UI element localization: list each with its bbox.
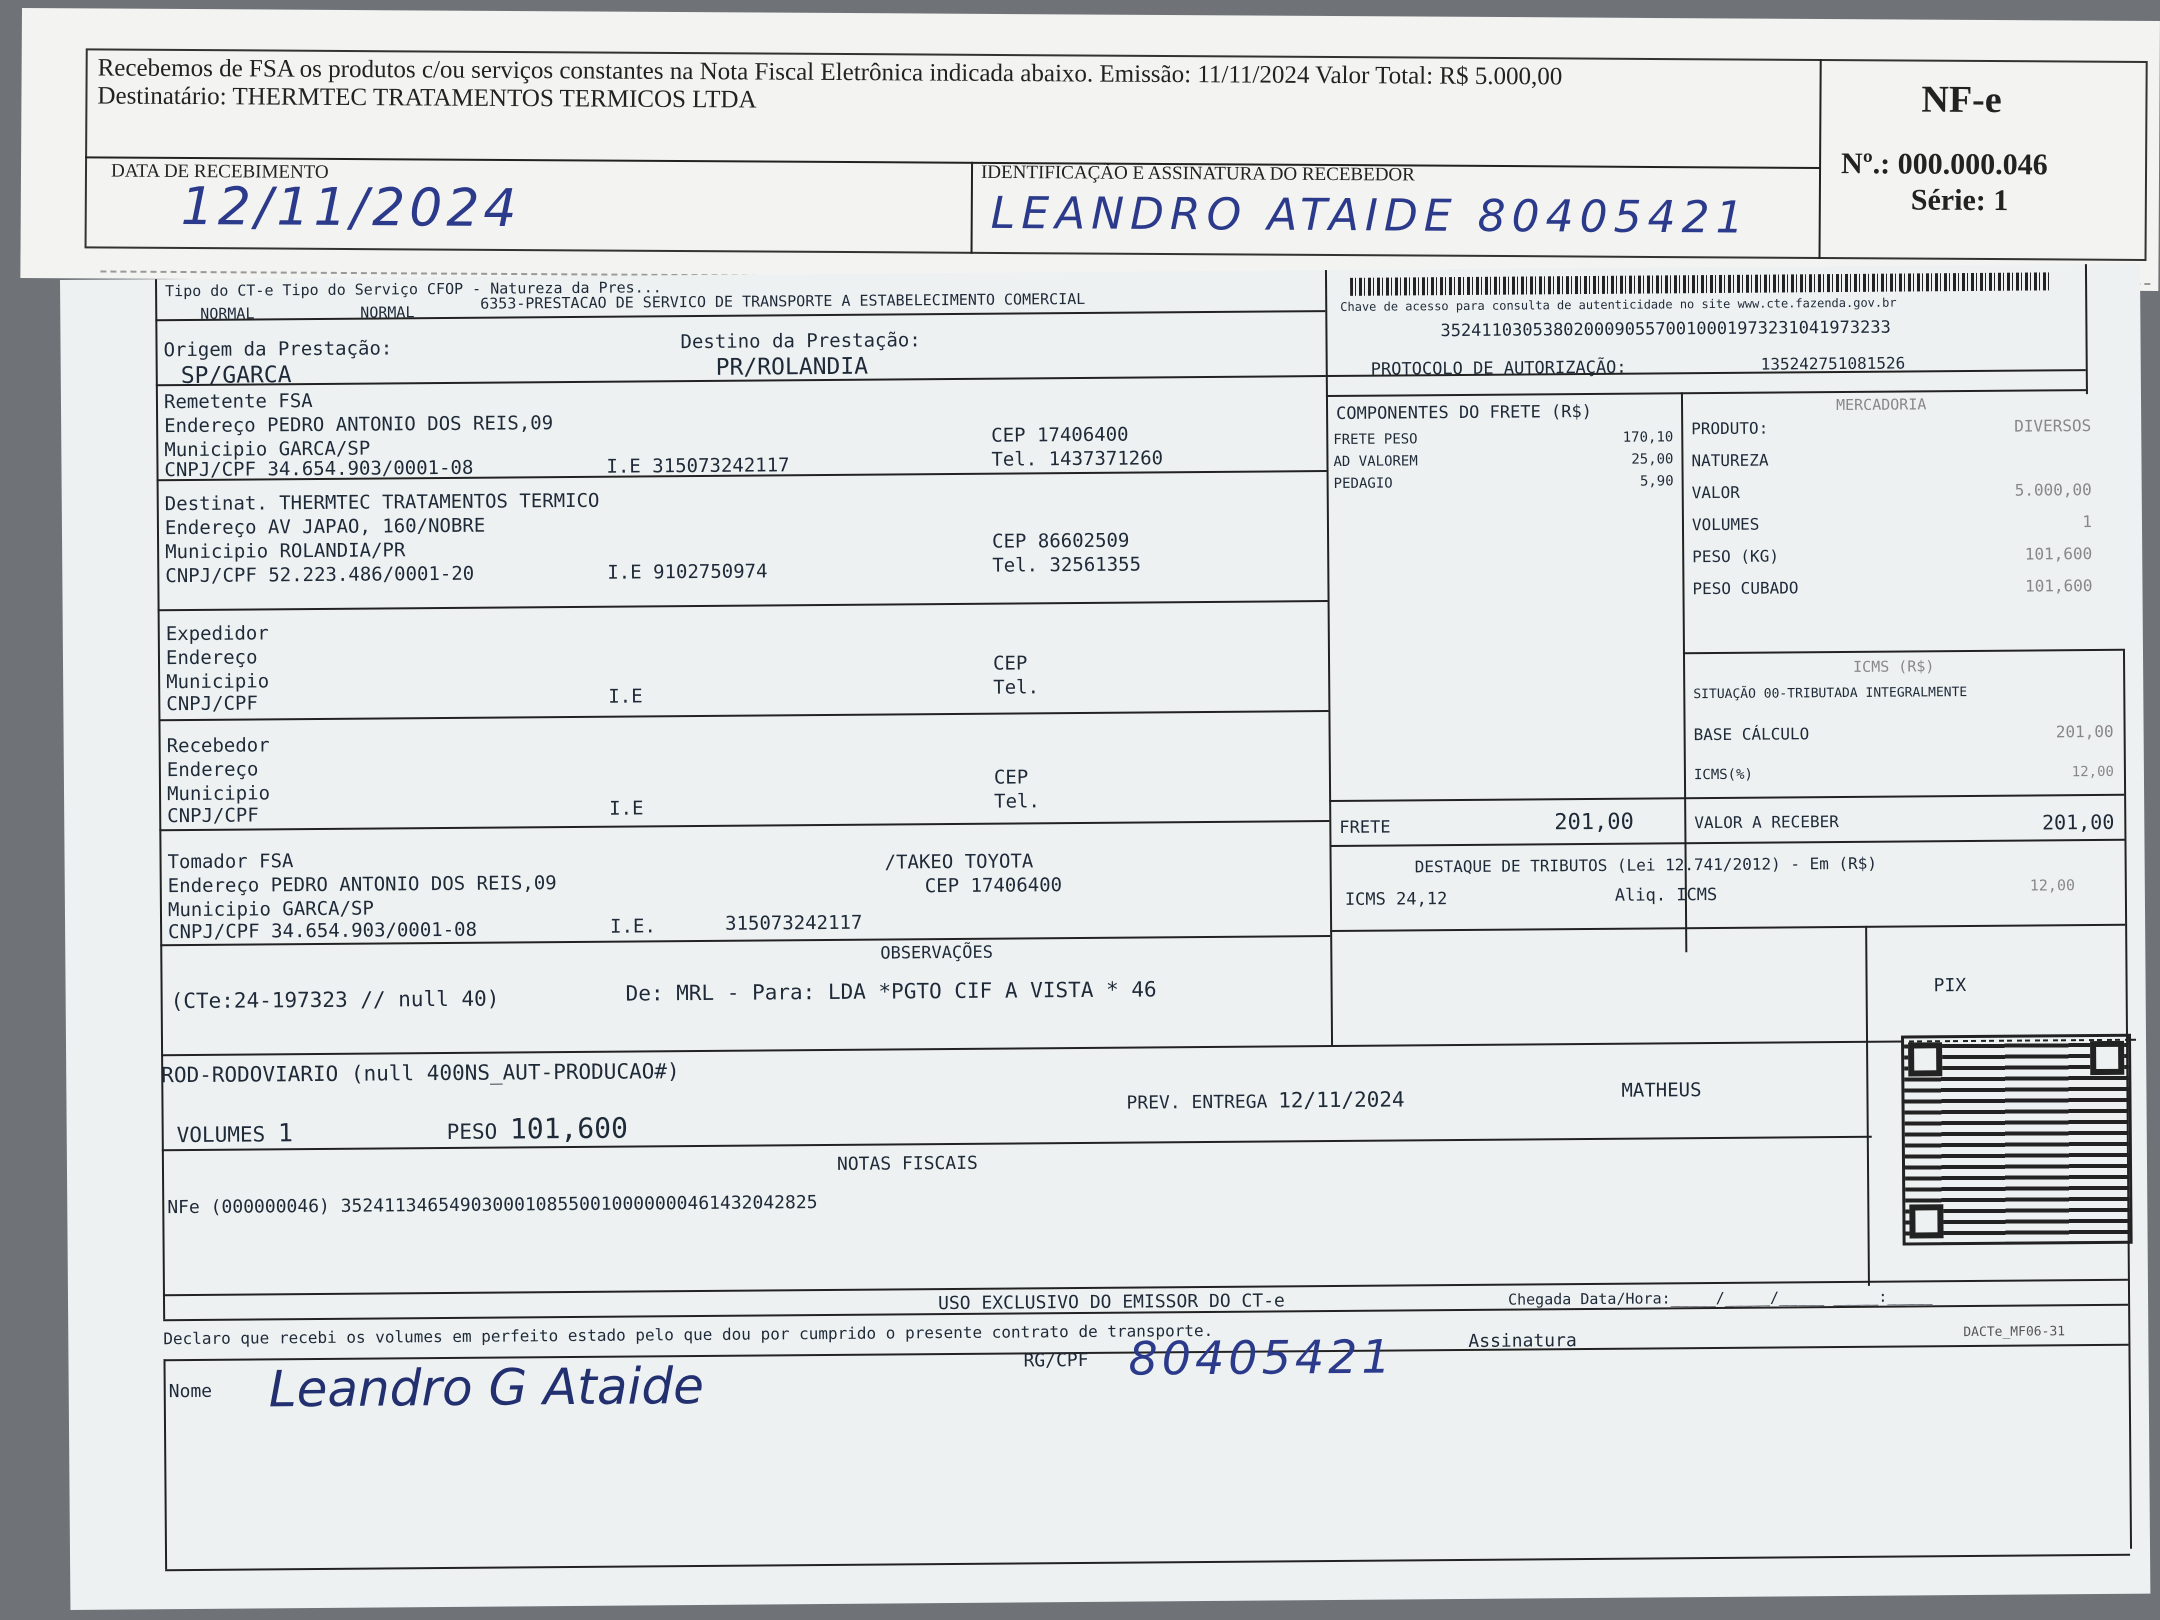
frete-total-label: FRETE (1339, 817, 1391, 838)
chave-value: 35241103053802000905570010001973231041973233 (1440, 317, 1891, 342)
tipo-cte: NORMAL (200, 304, 255, 323)
destinatario-cep: CEP 86602509 (991, 529, 1130, 553)
stub-date-value: 12/11/2024 (180, 176, 521, 240)
expedidor-tel: Tel. (993, 676, 1040, 699)
mercadoria-row: VOLUMES 1 (1691, 512, 2093, 535)
tomador-ie: I.E. (610, 915, 656, 938)
destinatario-endereco: Endereço AV JAPAO, 160/NOBRE (164, 514, 486, 540)
tributos-icms: ICMS 24,12 (1344, 889, 1448, 910)
recebedor-cep: CEP (993, 766, 1029, 789)
stub-signature-label: IDENTIFICAÇÃO E ASSINATURA DO RECEBEDOR (980, 161, 1415, 186)
tomador-cep: CEP 17406400 (924, 874, 1063, 898)
destinatario-tel: Tel. 32561355 (992, 553, 1142, 577)
expedidor-cnpj: CNPJ/CPF (166, 692, 258, 716)
tributos-aliq-value: 12,00 (2029, 876, 2076, 895)
assinatura-label: Assinatura (1468, 1330, 1577, 1352)
peso: PESO 101,600 (446, 1111, 629, 1146)
expedidor-label: Expedidor (165, 622, 269, 646)
rg-value: 80405421 (1128, 1329, 1395, 1386)
mercadoria-row: VALOR 5.000,00 (1691, 480, 2092, 503)
valor-receber: VALOR A RECEBER 201,00 (1694, 809, 2115, 835)
icms-base: BASE CÁLCULO 201,00 (1693, 721, 2114, 745)
destinatario-ie: I.E 9102750974 (607, 560, 768, 584)
tributos-aliq: Aliq. ICMS (1614, 885, 1718, 906)
frete-title: COMPONENTES DO FRETE (R$) (1336, 401, 1593, 424)
pix-label: PIX (1933, 975, 1967, 997)
expedidor-endereco: Endereço (165, 646, 258, 670)
notas-title: NOTAS FISCAIS (836, 1152, 978, 1175)
origem-label: Origem da Prestação: (163, 337, 393, 362)
recebedor-tel: Tel. (994, 790, 1040, 813)
destino-value: PR/ROLANDIA (715, 353, 869, 381)
stub-recipient: Destinatário: THERMTEC TRATAMENTOS TERMICOS LTDA (97, 82, 757, 114)
mercadoria-rows (1691, 416, 2092, 611)
observacoes-title: OBSERVAÇÕES (880, 942, 993, 964)
destinatario-label: Destinat. THERMTEC TRATAMENTOS TERMICO (164, 489, 600, 516)
icms-situacao: SITUAÇÃO 00-TRIBUTADA INTEGRALMENTE (1693, 685, 1968, 703)
declaro: Declaro que recebi os volumes em perfeito estado pelo que dou por cumprido o presente contrato de transporte. (163, 1320, 1214, 1349)
recebedor-ie: I.E (609, 797, 644, 820)
remetente-ie: I.E 315073242117 (606, 454, 790, 478)
mercadoria-title: MERCADORIA (1835, 395, 1927, 415)
nfe-number: Nº.: 000.000.046 (1840, 147, 2048, 182)
barcode (1350, 272, 2050, 295)
observacoes-line1: (CTe:24-197323 // null 40) (170, 986, 500, 1014)
tomador-endereco: Endereço PEDRO ANTONIO DOS REIS,09 (167, 872, 557, 898)
nfe-title: NF-e (1921, 78, 2002, 122)
nome-label: Nome (168, 1380, 213, 1403)
tipo-servico: NORMAL (360, 303, 415, 322)
nome-signature: Leandro G Ataide (268, 1356, 705, 1419)
dacte-sheet (60, 264, 2150, 1610)
recebedor-endereco: Endereço (166, 758, 259, 782)
expedidor-ie: I.E (608, 685, 643, 708)
frete-item: AD VALOREM 25,00 (1333, 451, 1674, 471)
destino-label: Destino da Prestação: (680, 329, 921, 354)
tomador-label: Tomador FSA (167, 850, 294, 874)
icms-aliq: ICMS(%) 12,00 (1693, 763, 2114, 784)
volumes: VOLUMES 1 (176, 1118, 294, 1148)
destinatario-cnpj: CNPJ/CPF 52.223.486/0001-20 (165, 562, 475, 588)
frete-items (1333, 429, 1674, 498)
recebedor-label: Recebedor (166, 734, 270, 758)
frete-item: FRETE PESO 170,10 (1333, 429, 1674, 449)
mercadoria-row: PESO CUBADO 101,600 (1692, 576, 2093, 599)
mercadoria-row: PRODUTO: DIVERSOS (1691, 416, 2092, 439)
emissor-title: USO EXCLUSIVO DO EMISSOR DO CT-e (937, 1290, 1285, 1315)
chave-label: Chave de acesso para consulta de autenticidade no site www.cte.fazenda.gov.br (1340, 295, 1897, 314)
protocolo-value: 135242751081526 (1760, 353, 1906, 374)
stub-date-label: DATA DE RECEBIMENTO (110, 160, 329, 183)
remetente-tel: Tel. 1437371260 (991, 447, 1164, 471)
icms-title: ICMS (R$) (1853, 657, 1935, 676)
recebedor-municipio: Municipio (166, 782, 271, 806)
nfe-series: Série: 1 (1910, 183, 2009, 218)
remetente-endereco: Endereço PEDRO ANTONIO DOS REIS,09 (164, 412, 554, 438)
expedidor-cep: CEP (992, 652, 1028, 675)
remetente-cep: CEP 17406400 (991, 423, 1129, 447)
tomador-ie-value: 315073242117 (724, 911, 863, 935)
observacoes-line2: ROD-RODOVIARIO (null 400NS_AUT-PRODUCAO#) (161, 1059, 680, 1088)
receipt-stub (20, 8, 2160, 291)
pix-qr-code (1901, 1034, 2133, 1246)
mercadoria-row: NATUREZA (1691, 450, 1769, 471)
motorista: MATHEUS (1621, 1079, 1702, 1102)
tributos-title: DESTAQUE DE TRIBUTOS (Lei 12.741/2012) - Em (R$) (1414, 853, 1878, 877)
types-line: Tipo do CT-e Tipo do Serviço CFOP - Natureza da Pres... (165, 278, 662, 301)
recebedor-cnpj: CNPJ/CPF (167, 804, 259, 828)
stub-signature-value: LEANDRO ATAIDE 80405421 (990, 187, 1750, 244)
rg-label: RG/CPF (1023, 1349, 1089, 1372)
origem-value: SP/GARCA (180, 362, 292, 390)
tomador-municipio: Municipio GARCA/SP (167, 897, 374, 922)
expedidor-municipio: Municipio (166, 670, 270, 694)
remetente-cnpj: CNPJ/CPF 34.654.903/0001-08 (164, 456, 474, 482)
stub-declaration: Recebemos de FSA os produtos c/ou serviços constantes na Nota Fiscal Eletrônica indicada abaixo. Emissão: 11/11/2024 Valor Total: R$ 5.000,00 (97, 54, 1563, 91)
remetente-label: Remetente FSA (163, 390, 313, 414)
tomador-cnpj: CNPJ/CPF 34.654.903/0001-08 (168, 918, 478, 944)
form-code: DACTe_MF06-31 (1963, 1324, 2066, 1341)
prev-entrega: PREV. ENTREGA 12/11/2024 (1126, 1087, 1405, 1114)
destinatario-municipio: Municipio ROLANDIA/PR (165, 539, 406, 564)
chegada: Chegada Data/Hora:_____/_____/_____ _____:_____ (1507, 1287, 1933, 1309)
frete-item: PEDAGIO 5,90 (1333, 473, 1674, 493)
notas-line: NFe (000000046) 35241134654903000108550010000000461432042825 (167, 1192, 818, 1219)
frete-total-value: 201,00 (1554, 809, 1634, 836)
tomador-extra: /TAKEO TOYOTA (884, 850, 1034, 874)
remetente-municipio: Municipio GARCA/SP (164, 437, 371, 462)
protocolo-label: PROTOCOLO DE AUTORIZAÇÃO: (1370, 357, 1627, 380)
cfop: 6353-PRESTACAO DE SERVICO DE TRANSPORTE A ESTABELECIMENTO COMERCIAL (480, 289, 1086, 313)
observacoes-line1b: De: MRL - Para: LDA *PGTO CIF A VISTA * 46 (625, 977, 1157, 1006)
mercadoria-row: PESO (KG) 101,600 (1692, 544, 2093, 567)
